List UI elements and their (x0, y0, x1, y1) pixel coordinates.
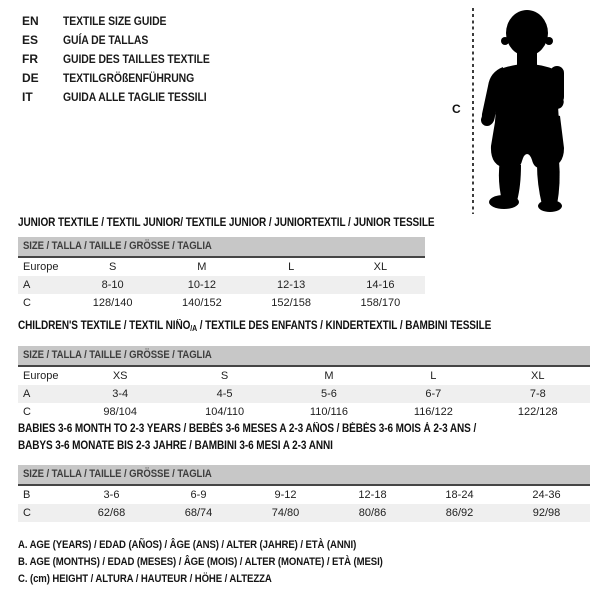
row-label: C (18, 504, 68, 522)
childrens-table-title (18, 320, 562, 333)
row-label: C (23, 406, 31, 418)
size-cell: S (108, 261, 117, 273)
lang-title: TEXTILGRÖßENFÜHRUNG (63, 71, 195, 85)
size-header-band: SIZE / TALLA / TAILLE / GRÖSSE / TAGLIA (18, 346, 590, 366)
legend-note-height: C. (cm) HEIGHT / ALTURA / HAUTEUR / HÖHE / ALTEZZA (18, 573, 272, 585)
legend-note-age-years: A. AGE (YEARS) / EDAD (AÑOS) / ÂGE (ANS) / ALTER (JAHRE) / ETÀ (ANNI) (18, 539, 357, 551)
baby-silhouette (478, 8, 578, 213)
size-header-band: SIZE / TALLA / TAILLE / GRÖSSE / TAGLIA (18, 465, 590, 485)
lang-code: DE (22, 71, 39, 85)
table-row-europe (18, 366, 590, 385)
size-cell: XS (112, 370, 128, 382)
lang-title: GUÍA DE TALLAS (63, 33, 149, 47)
table-row-height (18, 294, 425, 312)
height-cell: 110/116 (309, 406, 349, 418)
age-cell: 7-8 (486, 385, 590, 403)
lang-row-en (22, 12, 232, 31)
months-cell: 3-6 (103, 489, 120, 501)
height-cell: 92/98 (503, 504, 590, 522)
size-header-band: SIZE / TALLA / TAILLE / GRÖSSE / TAGLIA (18, 237, 425, 257)
junior-size-table (18, 237, 425, 312)
lang-code: FR (22, 52, 38, 66)
height-cell: 122/128 (517, 406, 558, 418)
childrens-size-table (18, 346, 590, 421)
lang-row-fr (22, 50, 232, 69)
age-cell: 4-5 (172, 385, 276, 403)
row-label: Europe (23, 261, 59, 273)
age-cell: 14-16 (336, 276, 425, 294)
height-measure-label: C (452, 102, 461, 116)
size-cell: S (220, 370, 229, 382)
height-cell: 98/104 (103, 406, 138, 418)
row-label: B (23, 489, 31, 501)
row-label: A (18, 385, 68, 403)
row-label: Europe (23, 370, 59, 382)
lang-row-de (22, 69, 232, 88)
height-cell: 74/80 (242, 504, 329, 522)
title-part: / TEXTILE DES ENFANTS / KINDERTEXTIL / BAMBINI TESSILE (197, 320, 492, 332)
size-cell: L (430, 370, 437, 382)
table-row-height (18, 403, 590, 421)
title-part: CHILDREN'S TEXTILE / TEXTIL NIÑO (18, 320, 191, 332)
lang-code: IT (22, 90, 33, 104)
size-cell: M (324, 370, 334, 382)
months-cell: 6-9 (190, 489, 207, 501)
months-cell: 18-24 (445, 489, 474, 501)
table-row-age (18, 385, 590, 403)
size-cell: L (288, 261, 295, 273)
size-cell: XL (373, 261, 388, 273)
babies-table-title-line1: BABIES 3-6 MONTH TO 2-3 YEARS / BEBÉS 3-6 MESES A 2-3 AÑOS / BÉBÉS 3-6 MOIS À 2-3 ANS / (18, 423, 477, 435)
table-row-height (18, 504, 590, 522)
height-cell: 140/152 (181, 297, 222, 309)
table-row-months (18, 485, 590, 504)
title-subscript: /A (190, 324, 198, 333)
lang-code: EN (22, 14, 39, 28)
height-cell: 116/122 (413, 406, 453, 418)
language-title-block (22, 12, 232, 107)
size-cell: XL (531, 370, 545, 382)
age-cell: 3-4 (68, 385, 172, 403)
lang-title: TEXTILE SIZE GUIDE (63, 14, 167, 28)
legend-note-age-months: B. AGE (MONTHS) / EDAD (MESES) / ÂGE (MOIS) / ALTER (MONATE) / ETÀ (MESI) (18, 556, 383, 568)
height-cell: 62/68 (68, 504, 155, 522)
months-cell: 9-12 (274, 489, 297, 501)
table-row-age (18, 276, 425, 294)
height-cell: 86/92 (416, 504, 503, 522)
months-cell: 24-36 (532, 489, 561, 501)
height-cell: 68/74 (155, 504, 242, 522)
lang-title: GUIDA ALLE TAGLIE TESSILI (63, 90, 207, 104)
height-cell: 104/110 (205, 406, 245, 418)
age-cell: 5-6 (277, 385, 381, 403)
height-cell: 80/86 (329, 504, 416, 522)
junior-table-title: JUNIOR TEXTILE / TEXTIL JUNIOR/ TEXTILE JUNIOR / JUNIORTEXTIL / JUNIOR TESSILE (18, 217, 435, 229)
row-label: C (23, 297, 31, 309)
size-cell: M (197, 261, 207, 273)
height-cell: 152/158 (271, 297, 311, 309)
lang-row-es (22, 31, 232, 50)
age-cell: 8-10 (68, 276, 157, 294)
lang-row-it (22, 88, 232, 107)
height-cell: 158/170 (360, 297, 401, 309)
row-label: A (18, 276, 68, 294)
age-cell: 10-12 (157, 276, 246, 294)
lang-title: GUIDE DES TAILLES TEXTILE (63, 52, 211, 66)
table-row-europe (18, 257, 425, 276)
height-dotted-line (472, 8, 474, 214)
age-cell: 12-13 (247, 276, 336, 294)
age-cell: 6-7 (381, 385, 485, 403)
babies-table-title-line2: BABYS 3-6 MONATE BIS 2-3 JAHRE / BAMBINI 3-6 MESI A 2-3 ANNI (18, 440, 333, 452)
height-cell: 128/140 (92, 297, 133, 309)
months-cell: 12-18 (358, 489, 387, 501)
babies-size-table (18, 465, 590, 522)
lang-code: ES (22, 33, 39, 47)
